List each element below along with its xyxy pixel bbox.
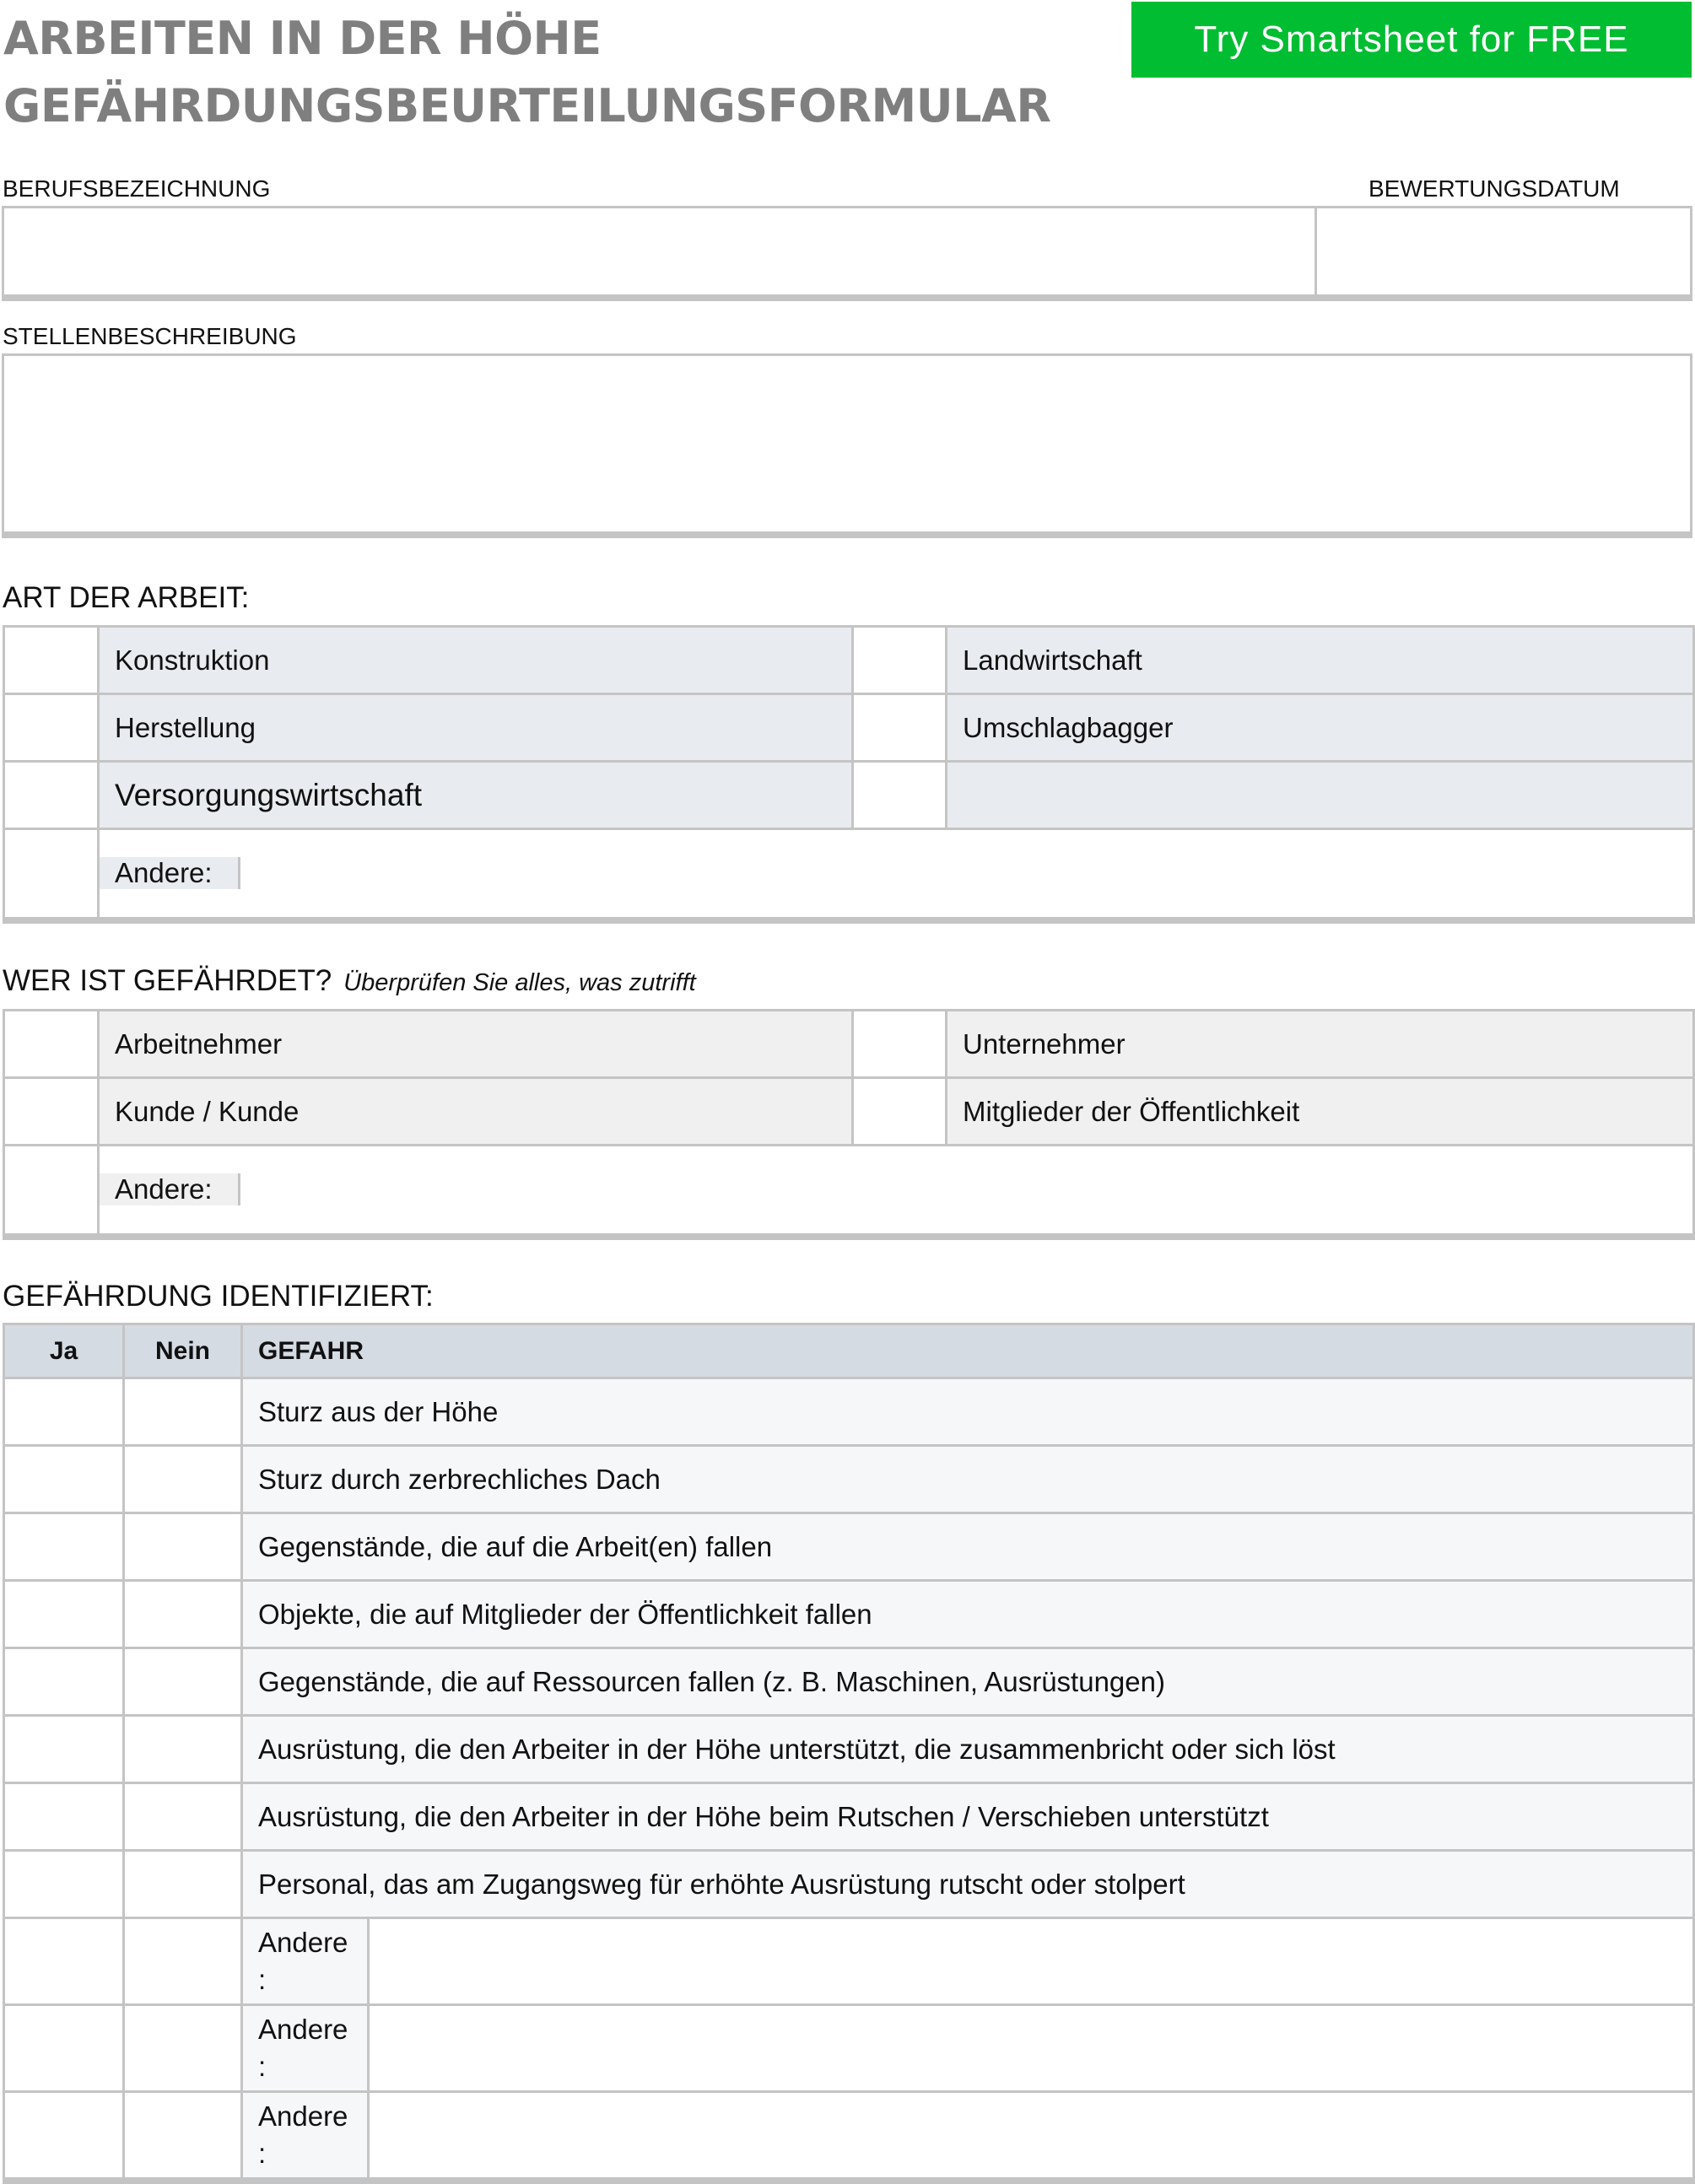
no-checkbox[interactable] — [124, 1918, 242, 2005]
checkbox-employees[interactable] — [4, 1011, 99, 1078]
no-checkbox[interactable] — [124, 1648, 242, 1716]
yes-checkbox[interactable] — [4, 1716, 124, 1783]
no-checkbox[interactable] — [124, 1581, 242, 1648]
table-row — [4, 1146, 1694, 1237]
hazard-label: Gegenstände, die auf Ressourcen fallen (z. B. Maschinen, Ausrüstungen) — [242, 1648, 1694, 1716]
other-row — [242, 2005, 1694, 2092]
no-checkbox[interactable] — [124, 2005, 242, 2092]
yes-checkbox[interactable] — [4, 1581, 124, 1648]
table-row — [4, 1648, 1694, 1716]
table-row — [4, 1716, 1694, 1783]
checkbox-public[interactable] — [853, 1078, 947, 1146]
try-smartsheet-button[interactable]: Try Smartsheet for FREE — [1131, 2, 1692, 78]
hazard-label: Objekte, die auf Mitglieder der Öffentlichkeit fallen — [242, 1581, 1694, 1648]
title-line-1: ARBEITEN IN DER HÖHE — [3, 12, 602, 65]
yes-checkbox[interactable] — [4, 1378, 124, 1446]
other-work-type-field[interactable] — [240, 857, 1692, 889]
other-at-risk-field[interactable] — [240, 1173, 1692, 1205]
table-row — [4, 1513, 1694, 1581]
other-label: Andere: — [100, 857, 240, 889]
at-risk-table — [3, 1009, 1695, 1240]
col-no: Nein — [124, 1324, 242, 1378]
other-row — [99, 829, 1694, 920]
checkbox-empty[interactable] — [853, 762, 947, 829]
work-type-table — [3, 625, 1695, 924]
option-label: Umschlagbagger — [947, 694, 1694, 762]
checkbox-agriculture[interactable] — [853, 627, 947, 694]
yes-checkbox[interactable] — [4, 2092, 124, 2181]
other-label: Andere: — [100, 1173, 240, 1205]
table-row — [4, 1446, 1694, 1513]
checkbox-customers[interactable] — [4, 1078, 99, 1146]
table-row — [4, 1851, 1694, 1918]
table-row — [4, 694, 1694, 762]
checkbox-utilities[interactable] — [4, 762, 99, 829]
option-label: Versorgungswirtschaft — [99, 762, 853, 829]
option-label: Mitglieder der Öffentlichkeit — [947, 1078, 1694, 1146]
no-checkbox[interactable] — [124, 1513, 242, 1581]
yes-checkbox[interactable] — [4, 1851, 124, 1918]
table-row — [4, 762, 1694, 829]
no-checkbox[interactable] — [124, 1446, 242, 1513]
other-hazard-field[interactable] — [370, 2093, 1692, 2177]
other-row — [242, 2092, 1694, 2181]
at-risk-hint: Überprüfen Sie alles, was zutrifft — [343, 969, 696, 996]
table-row — [4, 2092, 1694, 2181]
hazards-heading: GEFÄHRDUNG IDENTIFIZIERT: — [3, 1280, 434, 1313]
option-label: Konstruktion — [99, 627, 853, 694]
page-title — [3, 5, 1050, 140]
col-hazard: GEFAHR — [242, 1324, 1694, 1378]
title-line-2: GEFÄHRDUNGSBEURTEILUNGSFORMULAR — [3, 79, 1051, 132]
at-risk-heading-row — [3, 964, 696, 998]
assessment-date-label: BEWERTUNGSDATUM — [1368, 175, 1620, 202]
assessment-date-field[interactable] — [1314, 206, 1692, 301]
option-label: Unternehmer — [947, 1011, 1694, 1078]
table-row — [4, 829, 1694, 920]
table-row — [4, 627, 1694, 694]
yes-checkbox[interactable] — [4, 1513, 124, 1581]
at-risk-heading: WER IST GEFÄHRDET? — [3, 964, 332, 997]
yes-checkbox[interactable] — [4, 1446, 124, 1513]
table-row — [4, 1011, 1694, 1078]
other-label: Andere : — [243, 2093, 370, 2177]
hazard-label: Sturz durch zerbrechliches Dach — [242, 1446, 1694, 1513]
option-label: Herstellung — [99, 694, 853, 762]
table-row — [4, 1783, 1694, 1851]
checkbox-excavator[interactable] — [853, 694, 947, 762]
table-row — [4, 1581, 1694, 1648]
other-label: Andere : — [243, 1919, 370, 2003]
no-checkbox[interactable] — [124, 1783, 242, 1851]
yes-checkbox[interactable] — [4, 2005, 124, 2092]
other-row — [242, 1918, 1694, 2005]
job-title-label: BERUFSBEZEICHNUNG — [3, 175, 271, 202]
no-checkbox[interactable] — [124, 1716, 242, 1783]
option-label — [947, 762, 1694, 829]
hazard-label: Personal, das am Zugangsweg für erhöhte Ausrüstung rutscht oder stolpert — [242, 1851, 1694, 1918]
job-description-field[interactable] — [2, 353, 1692, 538]
checkbox-construction[interactable] — [4, 627, 99, 694]
hazards-table — [3, 1323, 1695, 2184]
table-row — [4, 2005, 1694, 2092]
option-label: Landwirtschaft — [947, 627, 1694, 694]
job-title-field[interactable] — [2, 206, 1317, 301]
other-row — [99, 1146, 1694, 1237]
table-row — [4, 1918, 1694, 2005]
checkbox-contractors[interactable] — [853, 1011, 947, 1078]
no-checkbox[interactable] — [124, 1378, 242, 1446]
no-checkbox[interactable] — [124, 1851, 242, 1918]
other-hazard-field[interactable] — [370, 2006, 1692, 2090]
checkbox-other[interactable] — [4, 1146, 99, 1237]
other-label: Andere : — [243, 2006, 370, 2090]
table-row — [4, 1078, 1694, 1146]
other-hazard-field[interactable] — [370, 1919, 1692, 2003]
work-type-heading: ART DER ARBEIT: — [3, 581, 250, 614]
yes-checkbox[interactable] — [4, 1918, 124, 2005]
checkbox-other[interactable] — [4, 829, 99, 920]
hazard-label: Ausrüstung, die den Arbeiter in der Höhe beim Rutschen / Verschieben unterstützt — [242, 1783, 1694, 1851]
job-description-label: STELLENBESCHREIBUNG — [3, 323, 297, 349]
checkbox-manufacturing[interactable] — [4, 694, 99, 762]
col-yes: Ja — [4, 1324, 124, 1378]
option-label: Arbeitnehmer — [99, 1011, 853, 1078]
hazard-label: Gegenstände, die auf die Arbeit(en) fallen — [242, 1513, 1694, 1581]
hazard-label: Ausrüstung, die den Arbeiter in der Höhe unterstützt, die zusammenbricht oder sich löst — [242, 1716, 1694, 1783]
table-row — [4, 1378, 1694, 1446]
table-header — [4, 1324, 1694, 1378]
no-checkbox[interactable] — [124, 2092, 242, 2181]
hazard-label: Sturz aus der Höhe — [242, 1378, 1694, 1446]
option-label: Kunde / Kunde — [99, 1078, 853, 1146]
yes-checkbox[interactable] — [4, 1783, 124, 1851]
yes-checkbox[interactable] — [4, 1648, 124, 1716]
